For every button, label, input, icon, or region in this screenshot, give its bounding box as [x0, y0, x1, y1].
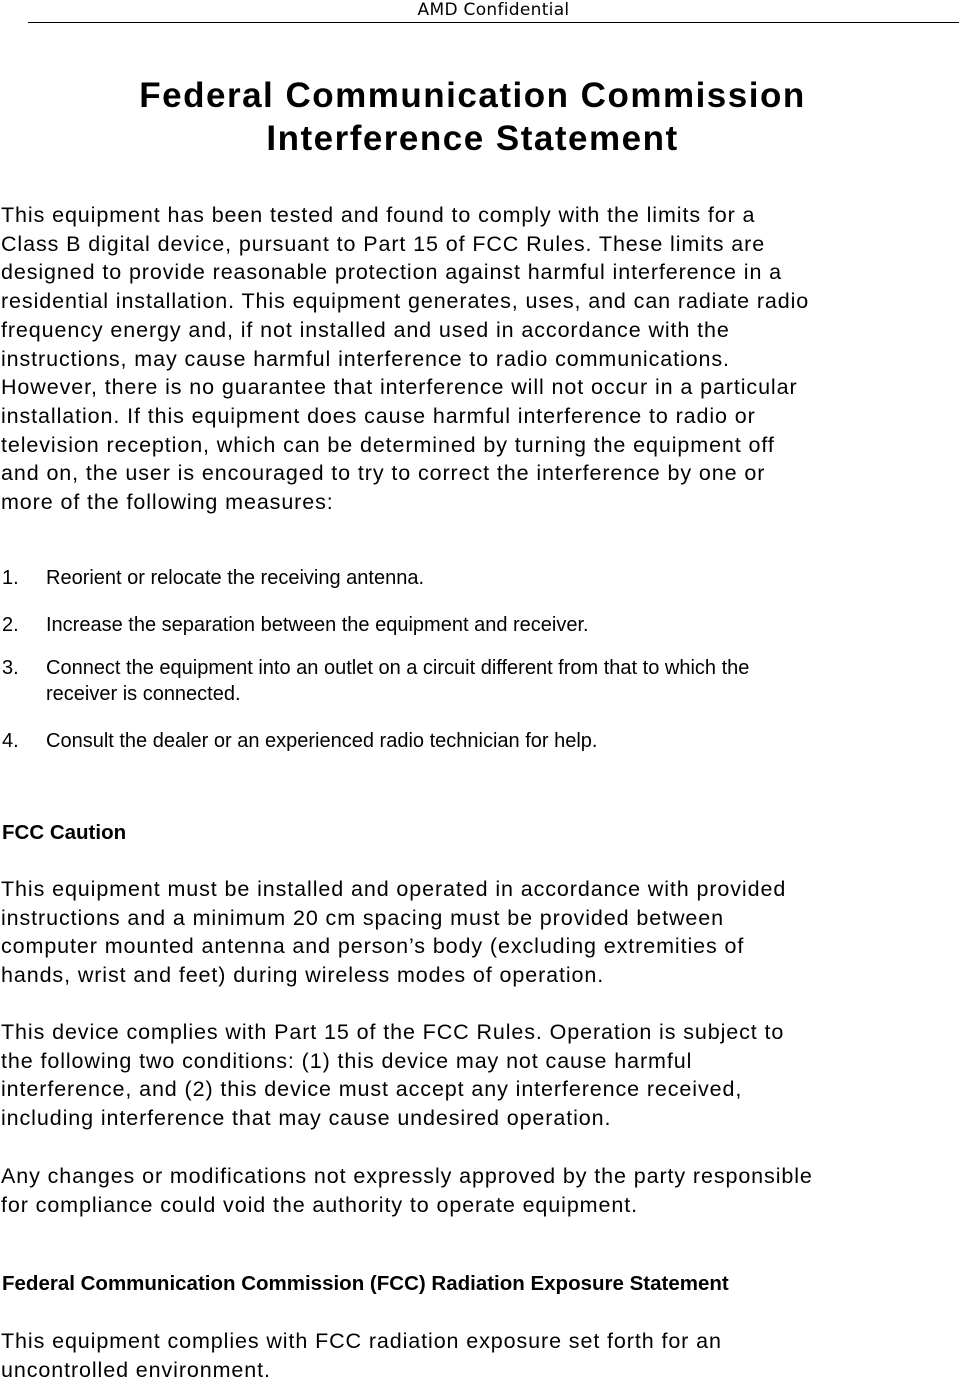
intro-line: residential installation. This equipment generates, uses, and can radiate radio	[1, 289, 810, 314]
radiation-line: uncontrolled environment.	[1, 1357, 271, 1382]
page-header	[28, 0, 959, 23]
measure-number: 1.	[2, 567, 19, 589]
caution-line: including interference that may cause undesired operation.	[1, 1106, 612, 1131]
measure-item	[2, 729, 957, 755]
title-line-1: Federal Communication Commission	[139, 76, 806, 115]
measure-number: 2.	[2, 614, 19, 636]
intro-line: designed to provide reasonable protection against harmful interference in a	[1, 260, 783, 285]
radiation-heading: Federal Communication Commission (FCC) Radiation Exposure Statement	[2, 1272, 729, 1295]
intro-line: television reception, which can be determined by turning the equipment off	[1, 432, 775, 457]
caution-line: hands, wrist and feet) during wireless modes of operation.	[1, 963, 605, 988]
measure-item	[2, 566, 957, 592]
caution-line: for compliance could void the authority to operate equipment.	[1, 1192, 638, 1217]
measure-text: receiver is connected.	[46, 683, 241, 705]
intro-line: frequency energy and, if not installed and used in accordance with the	[1, 317, 730, 342]
caution-line: the following two conditions: (1) this device may not cause harmful	[1, 1048, 693, 1073]
fcc-caution-heading: FCC Caution	[2, 821, 127, 844]
intro-line: installation. If this equipment does cause harmful interference to radio or	[1, 403, 756, 428]
caution-line: Any changes or modifications not expressly approved by the party responsible	[1, 1164, 813, 1188]
caution-line: This equipment must be installed and operated in accordance with provided	[1, 877, 787, 901]
measure-number: 4.	[2, 730, 19, 752]
measure-text: Reorient or relocate the receiving antenna.	[46, 567, 425, 589]
measure-text: Consult the dealer or an experienced radio technician for help.	[46, 730, 598, 752]
radiation-line: This equipment complies with FCC radiation exposure set forth for an	[1, 1329, 722, 1353]
measure-item	[2, 613, 957, 639]
title-line-2: Interference Statement	[266, 119, 679, 158]
radiation-paragraph	[1, 1327, 956, 1384]
caution-paragraph-2	[1, 1018, 956, 1133]
measure-item	[2, 656, 957, 708]
confidential-label: AMD Confidential	[417, 0, 570, 20]
caution-paragraph-1	[1, 875, 956, 990]
caution-paragraph-3	[1, 1162, 956, 1219]
caution-line: computer mounted antenna and person’s body (excluding extremities of	[1, 934, 745, 959]
measure-number: 3.	[2, 657, 19, 679]
intro-line: instructions, may cause harmful interference to radio communications.	[1, 346, 730, 371]
caution-line: instructions and a minimum 20 cm spacing must be provided between	[1, 905, 724, 930]
caution-line: This device complies with Part 15 of the FCC Rules. Operation is subject to	[1, 1020, 785, 1044]
intro-line: Class B digital device, pursuant to Part 15 of FCC Rules. These limits are	[1, 231, 766, 256]
intro-line: However, there is no guarantee that interference will not occur in a particular	[1, 375, 798, 400]
intro-paragraph	[1, 201, 956, 517]
intro-line: more of the following measures:	[1, 490, 334, 515]
measure-text: Increase the separation between the equipment and receiver.	[46, 614, 589, 636]
measure-text: Connect the equipment into an outlet on a circuit different from that to which the	[46, 657, 750, 679]
intro-line: and on, the user is encouraged to try to correct the interference by one or	[1, 461, 766, 486]
document-title	[0, 74, 945, 160]
caution-line: interference, and (2) this device must accept any interference received,	[1, 1077, 743, 1102]
intro-line: This equipment has been tested and found to comply with the limits for a	[1, 203, 756, 227]
